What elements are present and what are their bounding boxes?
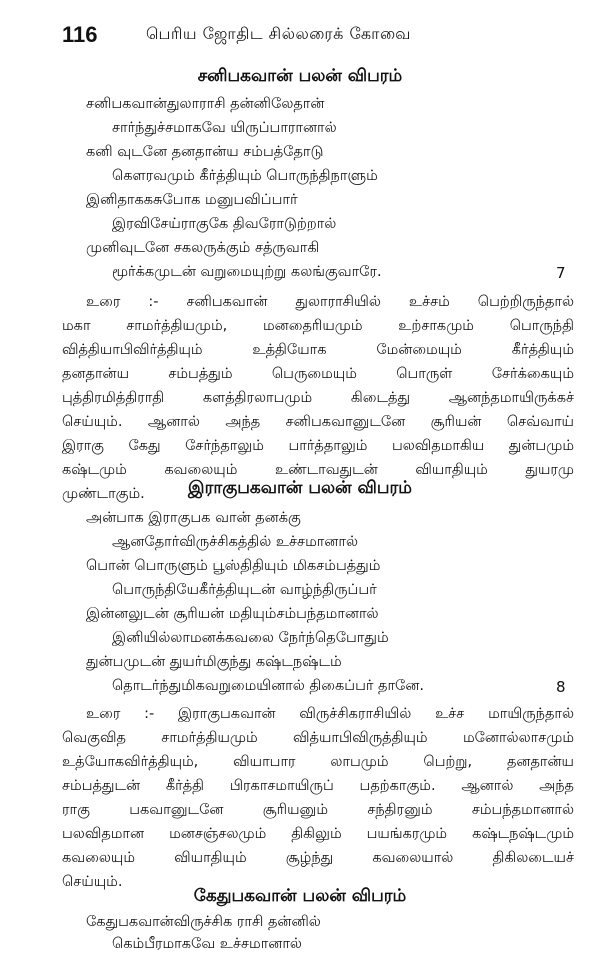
commentary-line: வித்தியாபிவிர்த்தியும் உத்தியோக மேன்மையும் கீர்த்தியும் xyxy=(62,342,574,358)
verse-line: கேதுபகவான்விருச்சிக ராசி தன்னில் xyxy=(86,914,321,930)
verse-line: ஆனதோர்விருச்சிகத்தில் உச்சமானால் xyxy=(112,534,358,550)
section-heading-kethu: கேதுபகவான் பலன் விபரம் xyxy=(193,886,407,906)
verse-number: 8 xyxy=(556,678,566,696)
commentary-line: புத்திரமித்திராதி களத்திரலாபமும் கிடைத்து ஆனந்தமாயிருக்கச் xyxy=(62,390,574,406)
verse-line: முனிவுடனே சகலருக்கும் சத்ருவாகி xyxy=(86,240,320,256)
commentary-line: பலவிதமான மனசஞ்சலமும் திகிலும் பயங்கரமும் கஷ்டநஷ்டமும் xyxy=(62,826,574,842)
page-number: 116 xyxy=(62,22,98,47)
verse-line: இனிதாககசுபோக மனுபவிப்பார் xyxy=(86,192,298,208)
verse-line: இனியில்லாமனக்கவலை நேர்ந்தெபோதும் xyxy=(112,630,389,646)
commentary-line: சம்பத்துடன் கீர்த்தி பிரகாசமாயிருப் பதற்காகும். ஆனால் அந்த xyxy=(62,778,574,794)
commentary-line: கஷ்டமும் கவலையும் உண்டாவதுடன் வியாதியும் துயரமு xyxy=(62,462,574,478)
commentary-line: ராகு பகவானுடனே சூரியனும் சந்திரனும் சம்பந்தமானால் xyxy=(62,802,574,818)
commentary-line: உத்யோகவிர்த்தியும், வியாபார லாபமும் பெற்று, தனதான்ய xyxy=(62,754,574,770)
commentary-line: இராகு கேது சேர்ந்தாலும் பார்த்தாலும் பலவிதமாகிய துன்பமும் xyxy=(62,438,574,454)
verse-line: சார்ந்துச்சமாகவே யிருப்பாரானால் xyxy=(112,120,337,136)
commentary-line: கவலையும் வியாதியும் சூழ்ந்து கவலையால் திகிலடையச் xyxy=(62,850,574,866)
verse-line: சனிபகவான்துலாராசி தன்னிலேதான் xyxy=(86,96,325,112)
commentary-line: உரை :- சனிபகவான் துலாராசியில் உச்சம் பெற்றிருந்தால் xyxy=(86,294,574,310)
commentary-line: தனதான்ய சம்பத்தும் பெருமையும் பொருள் சேர்க்கையும் xyxy=(62,366,574,382)
verse-line: கெம்பீரமாகவே உச்சமானால் xyxy=(112,936,302,952)
verse-line: கனி வுடனே தனதான்ய சம்பத்தோடு xyxy=(86,144,324,160)
commentary-line: உரை :- இராகுபகவான் விருச்சிகராசியில் உச்ச மாயிருந்தால் xyxy=(86,706,574,722)
commentary-line: செய்யும். ஆனால் அந்த சனிபகவானுடனே சூரியன் செவ்வாய் xyxy=(62,414,574,430)
verse-line: இன்னலுடன் சூரியன் மதியும்சம்பந்தமானால் xyxy=(86,606,379,622)
verse-line: கௌரவமும் கீர்த்தியும் பொருந்திநாளும் xyxy=(112,168,378,184)
commentary-line: செய்யும். xyxy=(62,874,123,890)
verse-line: தொடர்ந்துமிகவறுமையினால் திகைப்பர் தானே. xyxy=(112,678,425,694)
running-title: பெரிய ஜோதிட சில்லரைக் கோவை xyxy=(146,24,411,43)
page-header xyxy=(62,22,560,52)
verse-line: மூர்க்கமுடன் வறுமையுற்று கலங்குவாரே. xyxy=(112,264,382,280)
verse-line: அன்பாக இராகுபக வான் தனக்கு xyxy=(86,510,301,526)
commentary-line: மகா சாமர்த்தியமும், மனதைரியமும் உற்சாகமும் பொருந்தி xyxy=(62,318,574,334)
verse-line: பொன் பொருளும் பூஸ்திதியும் மிகசம்பத்தும் xyxy=(86,558,381,574)
section-heading-raagu: இராகுபகவான் பலன் விபரம் xyxy=(188,478,412,498)
verse-number: 7 xyxy=(556,264,566,282)
verse-line: துன்பமுடன் துயர்மிகுந்து கஷ்டநஷ்டம் xyxy=(86,654,342,670)
section-heading-sani: சனிபகவான் பலன் விபரம் xyxy=(197,66,403,86)
commentary-line: வெகுவித சாமர்த்தியமும் வித்யாபிவிருத்தியும் மனோல்லாசமும் xyxy=(62,730,574,746)
commentary-line: முண்டாகும். xyxy=(62,486,145,502)
verse-line: இரவிசேய்ராகுகே திவரோடுற்றால் xyxy=(112,216,337,232)
verse-line: பொருந்தியேகீர்த்தியுடன் வாழ்ந்திருப்பர் xyxy=(112,582,377,598)
